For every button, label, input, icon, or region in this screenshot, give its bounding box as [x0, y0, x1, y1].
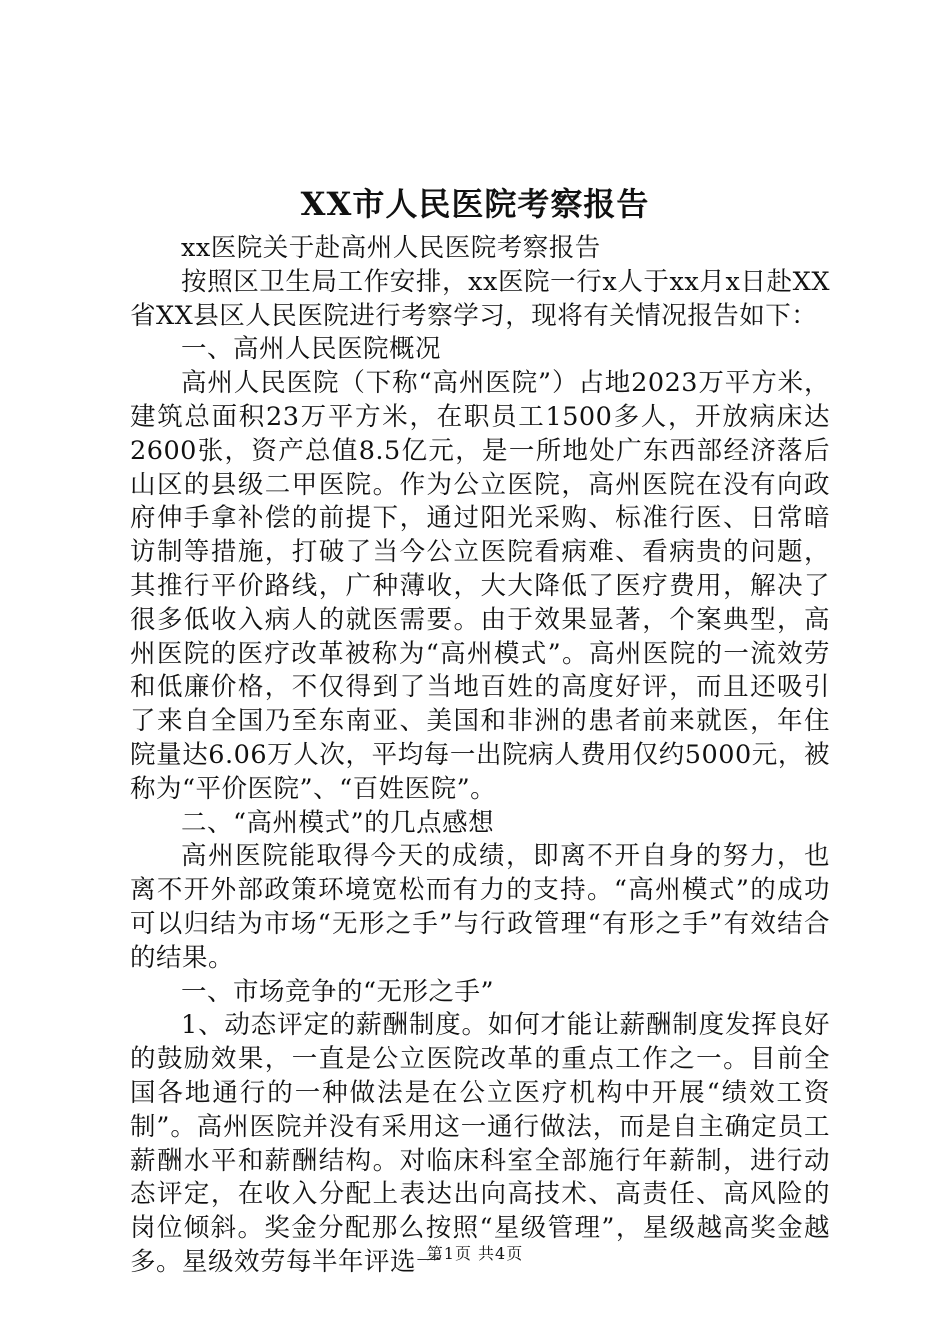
- document-body: [130, 232, 830, 1280]
- subsection-heading: 一、市场竞争的“无形之手”: [181, 976, 495, 1007]
- subtitle-paragraph: xx医院关于赴高州人民医院考察报告: [181, 233, 601, 263]
- reflection-paragraph: 高州医院能取得今天的成绩，即离不开自身的努力，也离不开外部政策环境宽松而有力的支持。“高州模式”的成功可以归结为市场“无形之手”与行政管理“有形之手”有效结合的结果。: [130, 841, 830, 973]
- section-heading: 二、“高州模式”的几点感想: [181, 807, 495, 838]
- section-heading: 一、高州人民医院概况: [181, 334, 442, 365]
- overview-paragraph: 高州人民医院（下称“高州医院”）占地2023万平方米，建筑总面积23万平方米，在职员工1500多人，开放病床达2600张，资产总值8.5亿元，是一所地处广东西部经济落后山区的县级二甲医院。作为公立医院，高州医院在没有向政府伸手拿补偿的前提下，通过阳光采购、标准行医、日常暗访制等措施，打破了当今公立医院看病难、看病贵的问题，其推行平价路线，广种薄收，大大降低了医疗费用，解决了很多低收入病人的就医需要。由于效果显著，个案典型，高州医院的医疗改革被称为“高州模式”。高州医院的一流效劳和低廉价格，不仅得到了当地百姓的高度好评，而且还吸引了来自全国乃至东南亚、美国和非洲的患者前来就医，年住院量达6.06万人次，平均每一出院病人费用仅约5000元，被称为“平价医院”、“百姓医院”。: [130, 368, 830, 804]
- salary-paragraph: 1、动态评定的薪酬制度。如何才能让薪酬制度发挥良好的鼓励效果，一直是公立医院改革的重点工作之一。目前全国各地通行的一种做法是在公立医疗机构中开展“绩效工资制”。高州医院并没有采用这一通行做法，而是自主确定员工薪酬水平和薪酬结构。对临床科室全部施行年薪制，进行动态评定，在收入分配上表达出向高技术、高责任、高风险的岗位倾斜。奖金分配那么按照“星级管理”，星级越高奖金越多。星级效劳每半年评选一: [130, 1010, 830, 1277]
- intro-paragraph: 按照区卫生局工作安排，xx医院一行x人于xx月x日赴XX省XX县区人民医院进行考察学习，现将有关情况报告如下：: [130, 266, 830, 331]
- document-title: XX市人民医院考察报告: [300, 185, 650, 223]
- page-number-footer: 第1页 共4页: [426, 1244, 524, 1263]
